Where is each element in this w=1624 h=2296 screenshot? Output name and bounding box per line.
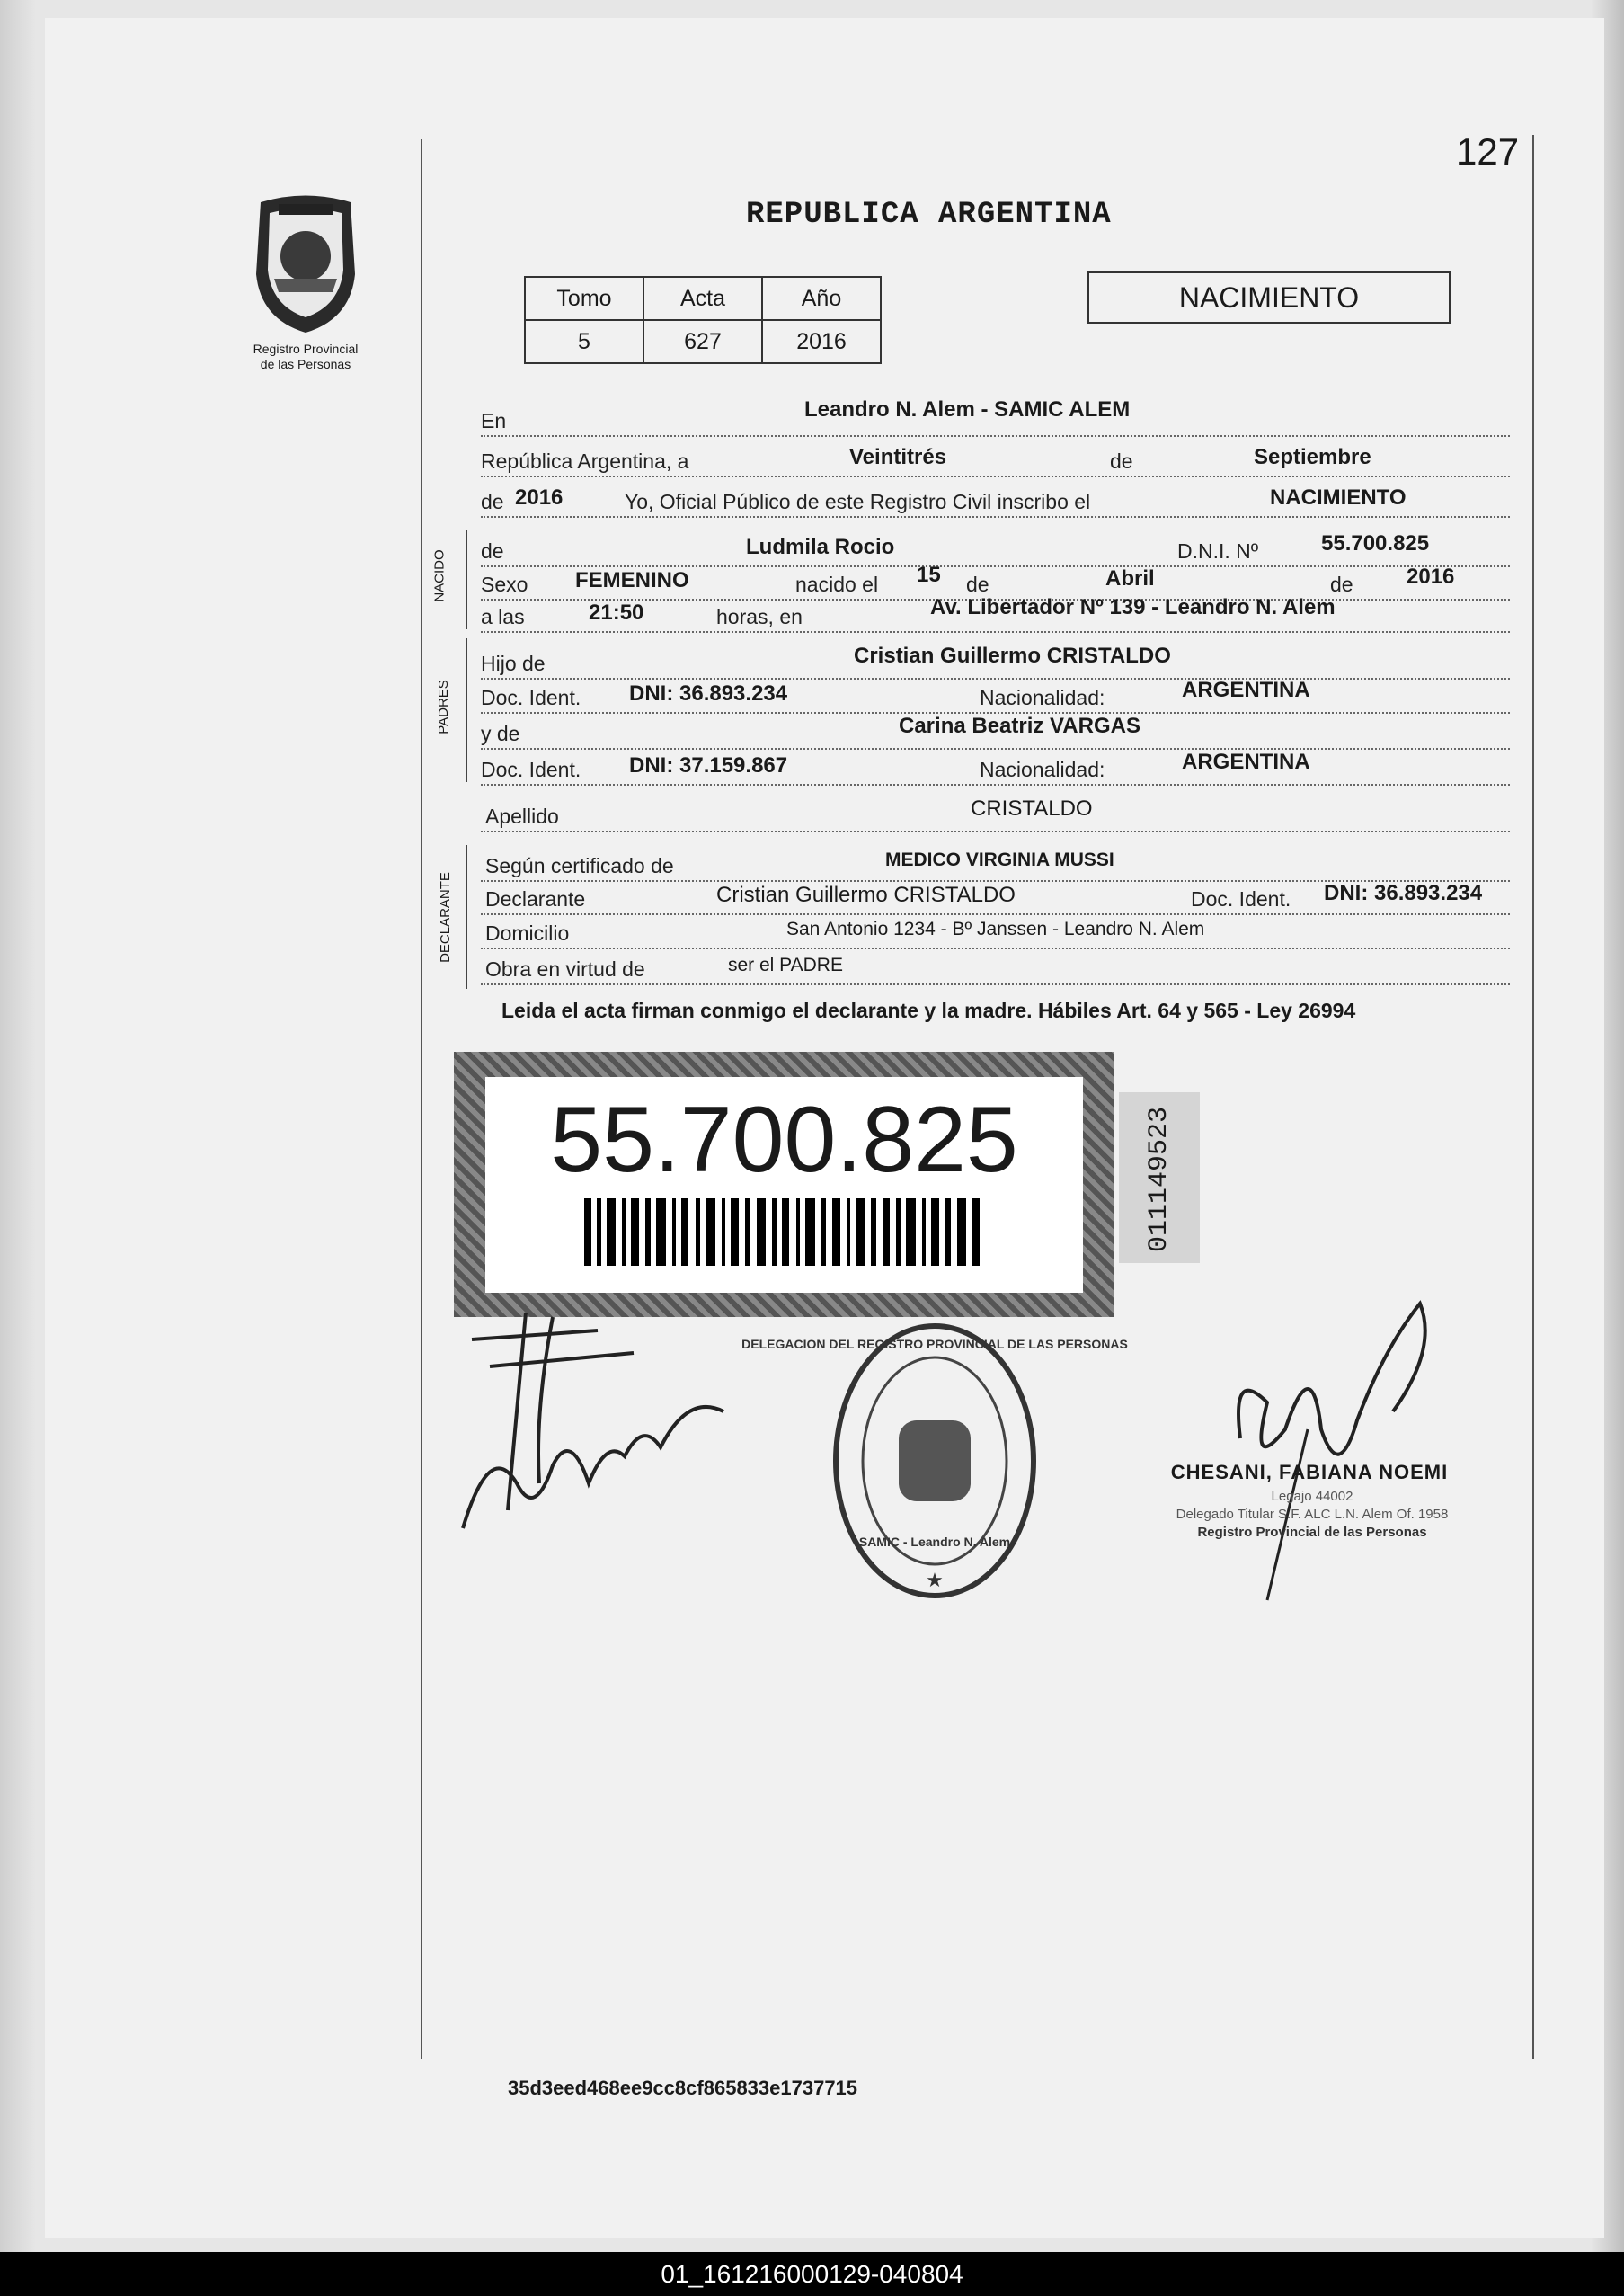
official-stamp [741, 1313, 1128, 1609]
star-icon: ★ [926, 1569, 944, 1591]
value-father-doc: DNI: 36.893.234 [629, 681, 788, 706]
value-tomo: 5 [525, 320, 643, 363]
label-clause: Yo, Oficial Público de este Registro Civil inscribo el [625, 490, 1091, 513]
value-time: 21:50 [589, 601, 644, 625]
label-year-de: de [481, 490, 504, 513]
stamp-outer-text: DELEGACION DEL REGISTRO PROVINCIAL DE LAS PERSONAS [741, 1337, 1128, 1351]
sticker-serial-strip [1119, 1092, 1200, 1263]
label-mother-doc: Doc. Ident. [481, 758, 581, 781]
value-declarant-doc: DNI: 36.893.234 [1324, 881, 1483, 905]
file-caption: 01_161216000129-040804 [0, 2252, 1624, 2296]
value-apellido: CRISTALDO [971, 796, 1093, 821]
officer-details [1105, 1488, 1519, 1542]
value-mother: Carina Beatriz VARGAS [899, 714, 1140, 738]
label-hours: horas, en [716, 605, 803, 628]
value-mother-nat: ARGENTINA [1182, 750, 1310, 774]
intro-row-place [481, 397, 1510, 437]
label-father: Hijo de [481, 652, 546, 675]
label-de1: de [966, 573, 989, 596]
value-birth-month: Abril [1105, 566, 1155, 591]
side-label-declarante: DECLARANTE [437, 872, 453, 963]
value-birthplace: Av. Libertador Nº 139 - Leandro N. Alem [930, 595, 1336, 619]
decl-row-address [481, 917, 1510, 949]
apellido-row [481, 796, 1510, 832]
label-address: Domicilio [485, 921, 570, 945]
country-title: REPUBLICA ARGENTINA [746, 198, 1112, 232]
header-anio: Año [762, 277, 881, 320]
value-day-words: Veintitrés [849, 445, 947, 469]
value-declarant: Cristian Guillermo CRISTALDO [716, 883, 1016, 907]
registry-value-row [525, 320, 881, 363]
label-declarant-doc: Doc. Ident. [1191, 887, 1291, 911]
value-acta: 627 [643, 320, 762, 363]
nacido-row-name [481, 531, 1510, 567]
label-cert: Según certificado de [485, 854, 674, 877]
label-de: de [1110, 449, 1133, 473]
intro-row-date [481, 445, 1510, 477]
label-apellido: Apellido [485, 805, 559, 828]
logo-caption-line2: de las Personas [260, 357, 351, 371]
document-hash: 35d3eed468ee9cc8cf865833e1737715 [508, 2077, 858, 2099]
label-father-doc: Doc. Ident. [481, 686, 581, 709]
padres-row-mother-doc [481, 750, 1510, 786]
value-anio: 2016 [762, 320, 881, 363]
officer-office: Registro Provincial de las Personas [1197, 1525, 1427, 1540]
officer-signature [1213, 1295, 1438, 1609]
label-mother-nat: Nacionalidad: [980, 758, 1105, 781]
label-declarant: Declarante [485, 887, 586, 911]
barcode-icon [584, 1198, 984, 1266]
value-sexo: FEMENINO [575, 568, 689, 592]
label-en: En [481, 409, 507, 432]
padres-row-father [481, 644, 1510, 680]
frame-right-line [1532, 135, 1534, 2059]
label-born: nacido el [795, 573, 879, 596]
value-event: NACIMIENTO [1270, 485, 1407, 510]
declarant-signature [454, 1304, 741, 1546]
value-father: Cristian Guillermo CRISTALDO [854, 644, 1171, 668]
frame-left-line [421, 139, 422, 2059]
side-label-padres: PADRES [435, 680, 451, 734]
padres-bracket [466, 638, 467, 782]
header-acta: Acta [643, 277, 762, 320]
label-mother: y de [481, 722, 520, 745]
dni-sticker-label [485, 1077, 1083, 1293]
registry-table [524, 276, 882, 364]
value-month: Septiembre [1254, 445, 1371, 469]
label-republic: República Argentina, a [481, 449, 689, 473]
label-dni: D.N.I. Nº [1177, 539, 1259, 563]
padres-row-father-doc [481, 678, 1510, 714]
dni-sticker [454, 1052, 1114, 1317]
label-nacido-de: de [481, 539, 504, 563]
label-obra: Obra en virtud de [485, 957, 645, 981]
value-obra: ser el PADRE [728, 955, 843, 975]
logo-caption [220, 342, 391, 372]
value-cert: MEDICO VIRGINIA MUSSI [885, 850, 1114, 870]
decl-row-cert [481, 850, 1510, 882]
value-father-nat: ARGENTINA [1182, 678, 1310, 702]
officer-name: CHESANI, FABIANA NOEMI [1170, 1461, 1449, 1483]
label-de2: de [1330, 573, 1353, 596]
stamp-inner-text: SAMIC - Leandro N. Alem [858, 1535, 1011, 1549]
value-birth-day: 15 [917, 563, 941, 587]
record-type-box: NACIMIENTO [1087, 271, 1451, 324]
nacido-bracket [466, 530, 467, 629]
value-child-dni: 55.700.825 [1321, 531, 1430, 556]
label-sexo: Sexo [481, 573, 528, 596]
birth-certificate-page [45, 18, 1604, 2238]
officer-legajo: Legajo 44002 [1271, 1489, 1353, 1504]
intro-row-year [481, 485, 1510, 518]
value-child-name: Ludmila Rocio [746, 535, 895, 559]
decl-row-declarant [481, 883, 1510, 915]
padres-row-mother [481, 714, 1510, 750]
page-number: 127 [1456, 130, 1520, 173]
label-father-nat: Nacionalidad: [980, 686, 1105, 709]
value-year: 2016 [515, 485, 564, 510]
value-place: Leandro N. Alem - SAMIC ALEM [804, 397, 1131, 422]
officer-role: Delegado Titular S.F. ALC L.N. Alem Of. 1958 [1176, 1507, 1449, 1522]
decl-row-obra [481, 953, 1510, 985]
value-address: San Antonio 1234 - Bº Janssen - Leandro N. Alem [786, 919, 1205, 939]
declarante-bracket [466, 845, 467, 989]
registry-header-row [525, 277, 881, 320]
closing-statement: Leida el acta firman conmigo el declarante y la madre. Hábiles Art. 64 y 565 - Ley 26994 [501, 999, 1356, 1022]
header-tomo: Tomo [525, 277, 643, 320]
side-label-nacido: NACIDO [431, 549, 448, 602]
nacido-row-time-place [481, 595, 1510, 633]
sticker-serial: 011149523 [1144, 1106, 1175, 1253]
provincial-shield-logo [243, 193, 368, 337]
sticker-dni-number: 55.700.825 [550, 1088, 1018, 1192]
value-birth-year: 2016 [1407, 565, 1455, 589]
label-at: a las [481, 605, 525, 628]
logo-caption-line1: Registro Provincial [253, 342, 359, 356]
value-mother-doc: DNI: 37.159.867 [629, 753, 788, 778]
